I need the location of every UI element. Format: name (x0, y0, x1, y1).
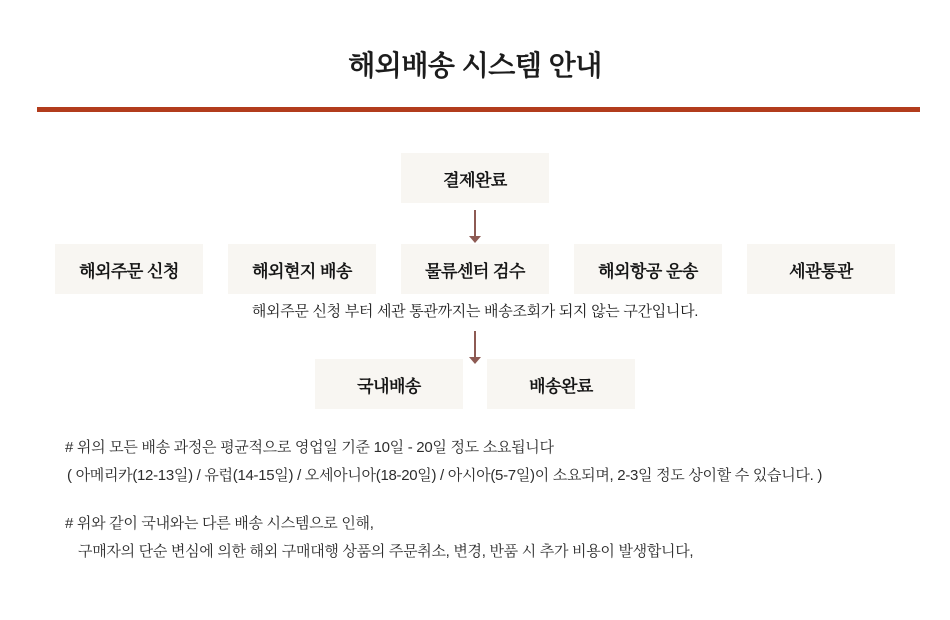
flow-step-domestic-shipping: 국내배송 (315, 359, 463, 409)
flow-tracking-caption: 해외주문 신청 부터 세관 통관까지는 배송조회가 되지 않는 구간입니다. (251, 303, 699, 320)
flow-step-overseas-order-request: 해외주문 신청 (55, 244, 203, 294)
title-divider (37, 107, 920, 112)
note-policy-line: # 위와 같이 국내와는 다른 배송 시스템으로 인해, (65, 515, 374, 532)
flow-step-payment-complete: 결제완료 (401, 153, 549, 203)
down-arrow-icon (474, 210, 476, 236)
shipping-flow-diagram (0, 153, 950, 409)
flow-step-customs-clearance: 세관통관 (747, 244, 895, 294)
notes-section (0, 434, 950, 566)
flow-row-bottom (0, 359, 950, 409)
flow-row-middle (0, 244, 950, 294)
note-duration-detail-line: ( 아메리카(12-13일) / 유럽(14-15일) / 오세아니아(18-20일) / 아시아(5-7일)이 소요되며, 2-3일 정도 상이할 수 있습니다. ) (67, 467, 823, 484)
flow-step-logistics-center-inspection: 물류센터 검수 (401, 244, 549, 294)
down-arrow-icon (474, 331, 476, 357)
page-title: 해외배송 시스템 안내 (348, 50, 602, 81)
flow-row-top (0, 153, 950, 203)
flow-step-overseas-local-shipping: 해외현지 배송 (228, 244, 376, 294)
note-duration-line: # 위의 모든 배송 과정은 평균적으로 영업일 기준 10일 - 20일 정도 소요됩니다 (65, 439, 554, 456)
note-policy-detail-line: 구매자의 단순 변심에 의한 해외 구매대행 상품의 주문취소, 변경, 반품 시 추가 비용이 발생합니다, (78, 543, 694, 560)
flow-step-overseas-air-transport: 해외항공 운송 (574, 244, 722, 294)
flow-step-delivery-complete: 배송완료 (487, 359, 635, 409)
